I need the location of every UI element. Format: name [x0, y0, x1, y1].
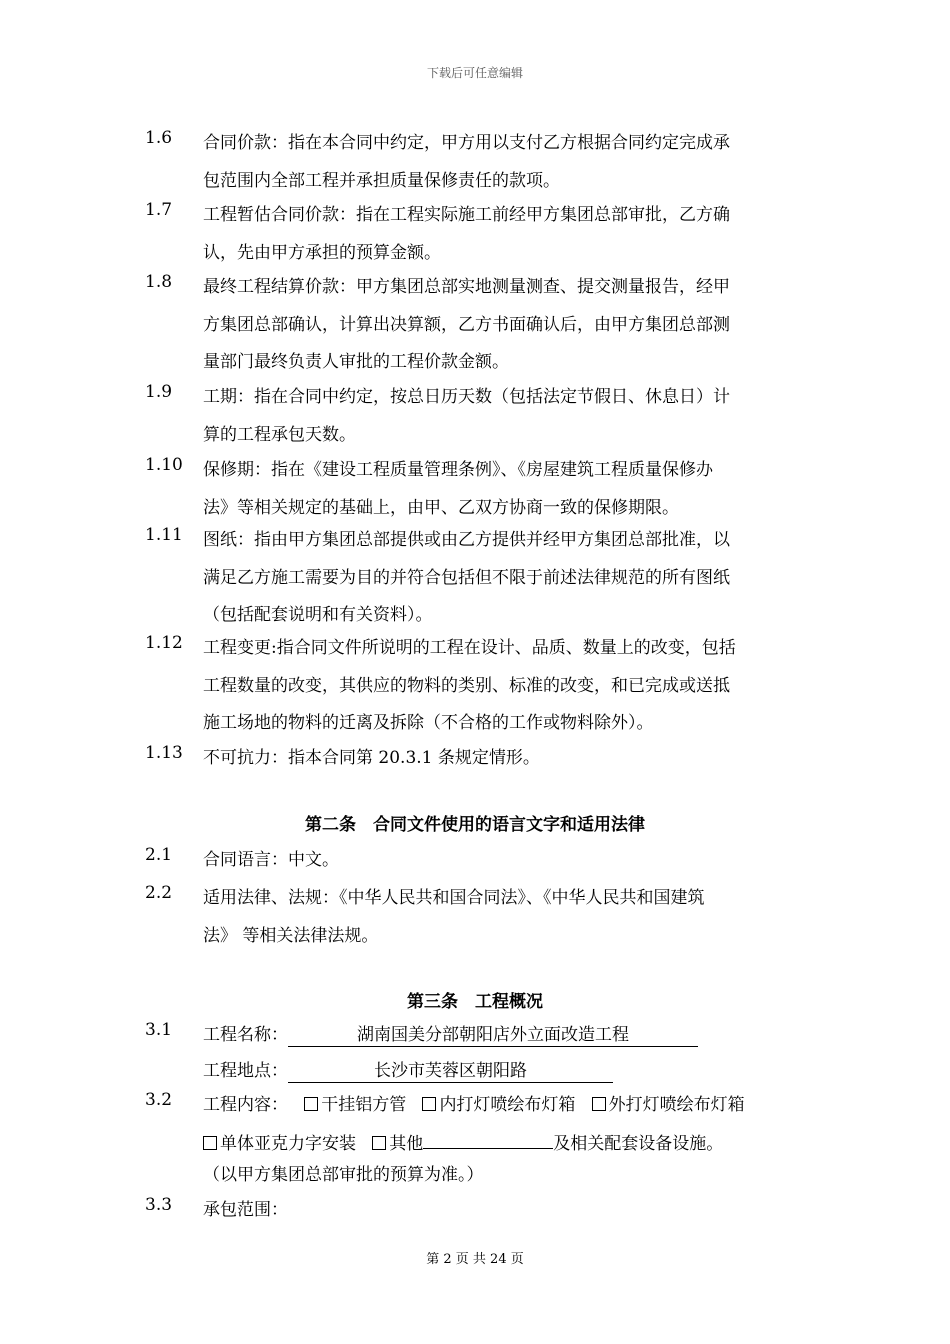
clause-text-line: 施工场地的物料的迁离及拆除（不合格的工作或物料除外）。 [203, 713, 654, 733]
clause-1-12 [145, 633, 805, 746]
scope-label: 承包范围： [203, 1200, 288, 1220]
work-content-row-1 [203, 1090, 745, 1115]
clause-text-line: 工程暂估合同价款：指在工程实际施工前经甲方集团总部审批，乙方确 [203, 205, 730, 225]
project-location-row [203, 1056, 613, 1083]
clause-text-line: 法》等相关规定的基础上，由甲、乙双方协商一致的保修期限。 [203, 497, 679, 518]
clause-1-13 [145, 743, 805, 781]
clause-text-line: 合同语言：中文。 [203, 850, 339, 870]
clause-text-line: 工程变更:指合同文件所说明的工程在设计、品质、数量上的改变，包括 [203, 638, 736, 658]
page-footer: 第 2 页 共 24 页 [426, 1252, 524, 1267]
clause-text-line: 适用法律、法规：《中华人民共和国合同法》、《中华人民共和国建筑 [203, 888, 705, 908]
clause-1-10 [145, 455, 805, 530]
clause-number: 1.8 [145, 272, 173, 292]
clause-text-line: 图纸：指由甲方集团总部提供或由乙方提供并经甲方集团总部批准，以 [203, 530, 730, 550]
checkbox-option-3[interactable] [592, 1097, 606, 1111]
article-3-heading: 第三条 工程概况 [407, 992, 543, 1012]
other-blank[interactable] [423, 1126, 553, 1149]
clause-number: 1.11 [145, 525, 183, 545]
clause-text-line: 方集团总部确认，计算出决算额，乙方书面确认后，由甲方集团总部测 [203, 314, 730, 335]
clause-number: 1.13 [145, 743, 183, 763]
project-name-row [203, 1020, 698, 1047]
option-label-2: 内打灯喷绘布灯箱 [439, 1095, 576, 1115]
clause-text-line: 满足乙方施工需要为目的并符合包括但不限于前述法律规范的所有图纸 [203, 567, 730, 588]
clause-number: 1.9 [145, 382, 173, 402]
clause-number: 1.7 [145, 200, 173, 220]
clause-number: 3.2 [145, 1090, 173, 1110]
clause-number: 1.12 [145, 633, 183, 653]
clause-text-line: 不可抗力：指本合同第 20.3.1 条规定情形。 [203, 748, 540, 768]
checkbox-option-1[interactable] [304, 1097, 318, 1111]
option-label-5: 其他 [389, 1134, 424, 1154]
clause-2-2 [145, 883, 805, 958]
project-location-value: 长沙市芙蓉区朝阳路 [288, 1060, 613, 1083]
clause-1-7 [145, 200, 805, 275]
clause-text-line: 保修期：指在《建设工程质量管理条例》、《房屋建筑工程质量保修办 [203, 460, 713, 480]
checkbox-option-5[interactable] [372, 1136, 386, 1150]
clause-text-line: 认，先由甲方承担的预算金额。 [203, 242, 441, 263]
checkbox-option-4[interactable] [203, 1136, 217, 1150]
clause-1-11 [145, 525, 805, 638]
checkbox-option-2[interactable] [422, 1097, 436, 1111]
option-label-4: 单体亚克力字安装 [220, 1134, 356, 1154]
clause-text-line: 包范围内全部工程并承担质量保修责任的款项。 [203, 170, 560, 191]
project-location-label: 工程地点： [203, 1061, 288, 1081]
work-content-suffix: 及相关配套设备设施。 [553, 1134, 724, 1154]
clause-text-line: 量部门最终负责人审批的工程价款金额。 [203, 352, 509, 372]
clause-number: 2.2 [145, 883, 173, 903]
page-header: 下载后可任意编辑 [426, 66, 523, 80]
work-content-row-2 [203, 1126, 723, 1154]
project-name-label: 工程名称： [203, 1025, 288, 1045]
clause-number: 1.6 [145, 128, 173, 148]
clause-text-line: 工程数量的改变，其供应的物料的类别、标准的改变，和已完成或送抵 [203, 675, 730, 696]
clause-1-8 [145, 272, 805, 385]
clause-text-line: 合同价款：指在本合同中约定，甲方用以支付乙方根据合同约定完成承 [203, 133, 730, 153]
clause-number: 3.3 [145, 1195, 173, 1215]
work-content-label: 工程内容： [203, 1095, 288, 1115]
clause-text-line: 最终工程结算价款：甲方集团总部实地测量测查、提交测量报告，经甲 [203, 277, 730, 297]
work-content-note: （以甲方集团总部审批的预算为准。） [203, 1165, 484, 1185]
option-label-1: 干挂铝方管 [321, 1095, 407, 1115]
clause-text-line: 算的工程承包天数。 [203, 424, 356, 445]
article-2-heading: 第二条 合同文件使用的语言文字和适用法律 [305, 815, 645, 835]
clause-1-9 [145, 382, 805, 457]
clause-2-1 [145, 845, 805, 883]
clause-number: 1.10 [145, 455, 183, 475]
clause-1-6 [145, 128, 805, 203]
option-label-3: 外打灯喷绘布灯箱 [608, 1095, 745, 1115]
clause-text-line: 工期：指在合同中约定，按总日历天数（包括法定节假日、休息日）计 [203, 387, 730, 407]
clause-number: 2.1 [145, 845, 173, 865]
project-name-value: 湖南国美分部朝阳店外立面改造工程 [288, 1024, 698, 1047]
clause-text-line: 法》 等相关法律法规。 [203, 925, 379, 946]
clause-number: 3.1 [145, 1020, 173, 1040]
clause-text-line: （包括配套说明和有关资料）。 [203, 605, 433, 625]
